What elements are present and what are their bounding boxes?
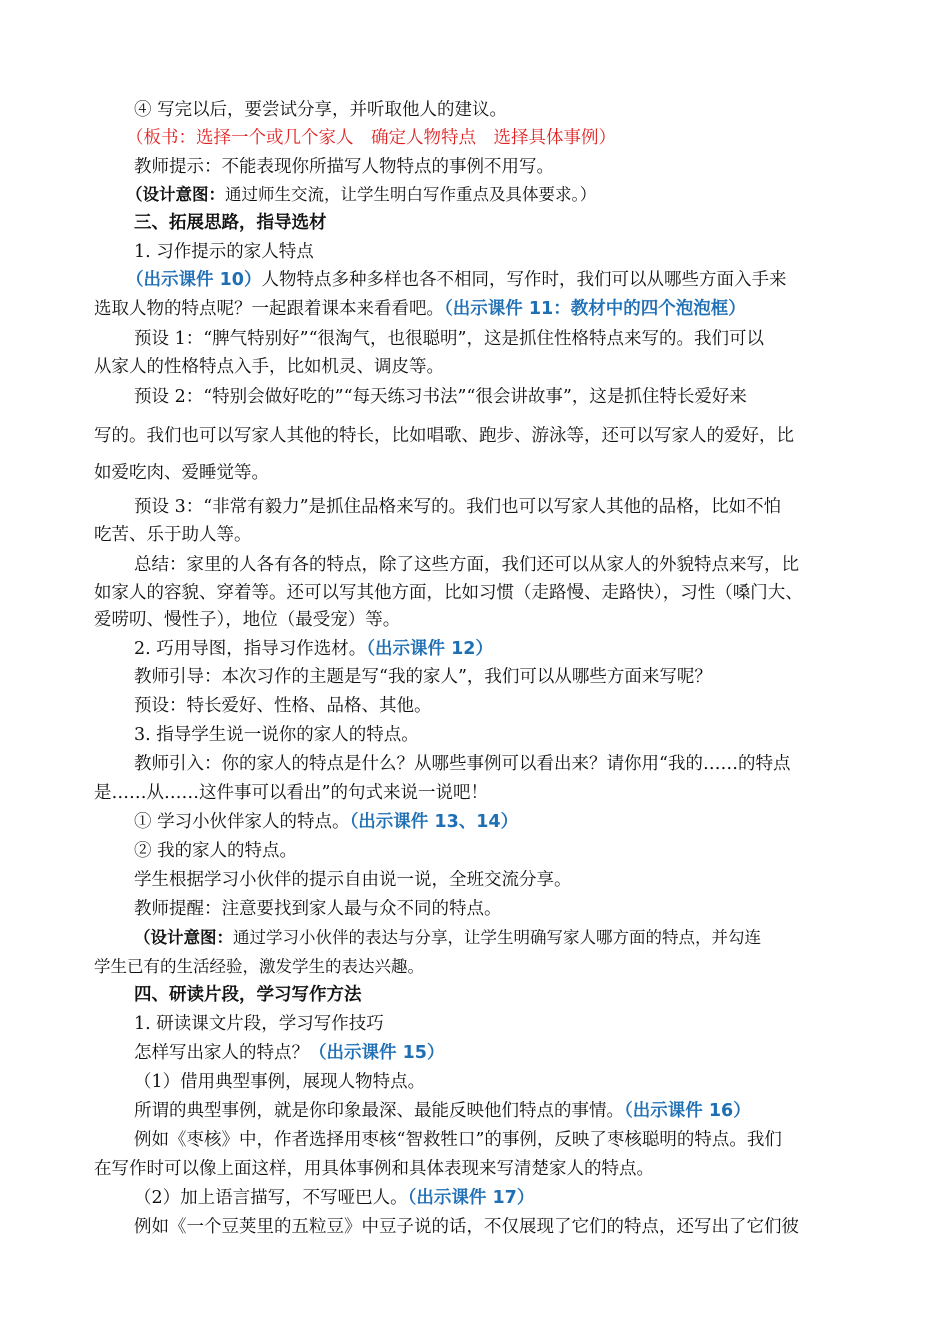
teacher-tip: 教师提示：不能表现你所描写人物特点的事例不用写。 [134,157,554,177]
preset-3-line: 预设 3：“非常有毅力”是抓住品格来写的。我们也可以写家人其他的品格，比如不怕 [134,497,782,517]
blackboard-note: （板书：选择一个或几个家人 确定人物特点 选择具体事例） [126,128,616,148]
preset-1-line: 从家人的性格特点入手，比如机灵、调皮等。 [94,357,444,377]
section-3-heading: 三、拓展思路，指导选材 [134,213,327,233]
step-2-line: ② 我的家人的特点。 [134,841,298,861]
design-intent-1 [126,183,596,207]
teacher-reminder: 教师提醒：注意要找到家人最与众不同的特点。 [134,899,502,919]
courseware-ref: （出示课件 12） [366,639,493,659]
subsection-2-title [134,637,493,661]
courseware-ref: （出示课件 13、14） [349,812,519,832]
preset-2-line: 预设 2：“特别会做好吃的”“每天练习书法”“很会讲故事”，这是抓住特长爱好来 [134,387,747,407]
step-1-line [134,810,518,834]
preset-2-line: 如爱吃肉、爱睡觉等。 [94,463,269,483]
teacher-intro-line: 教师引入：你的家人的特点是什么？从哪些事例可以看出来？请你用“我的……的特点 [134,754,791,774]
summary-line: 总结：家里的人各有各的特点，除了这些方面，我们还可以从家人的外貌特点来写，比 [134,555,799,575]
subsection-3-title: 3. 指导学生说一说你的家人的特点。 [134,725,419,745]
question-text: 怎样写出家人的特点？ [134,1043,309,1063]
paragraph-text: 人物特点多种多样也各不相同，写作时，我们可以从哪些方面入手来 [261,270,787,290]
method-text: （2）加上语言描写，不写哑巴人。 [134,1188,408,1208]
courseware-ref: （出示课件 16） [624,1101,751,1121]
courseware-ref: （出示课件 10） [126,270,262,290]
preset-3-line: 吃苦、乐于助人等。 [94,525,252,545]
preset-1-line: 预设 1：“脾气特别好”“很淘气，也很聪明”，这是抓住性格特点来写的。我们可以 [134,329,764,349]
teacher-intro-line: 是……从……这件事可以看出”的句式来说一说吧！ [94,783,488,803]
paragraph-line [94,297,746,321]
question-line [134,1041,444,1065]
subsection-1-title: 1. 研读课文片段，学习写作技巧 [134,1014,384,1034]
courseware-ref: （出示课件 11：教材中的四个泡泡框） [444,299,746,319]
design-intent-text: 通过师生交流，让学生明白写作重点及具体要求。） [225,185,597,204]
example-line: 例如《一个豆荚里的五粒豆》中豆子说的话，不仅展现了它们的特点，还写出了它们彼 [134,1217,799,1237]
subsection-1-title: 1. 习作提示的家人特点 [134,242,314,262]
paragraph-line [126,268,786,292]
design-intent-2 [134,926,761,950]
paragraph-text: 选取人物的特点呢？一起跟着课本来看看吧。 [94,299,444,319]
example-line: 例如《枣核》中，作者选择用枣核“智救牲口”的事例，反映了枣核聪明的特点。我们 [134,1130,782,1150]
courseware-ref: （出示课件 17） [407,1188,535,1208]
preset-2-line: 写的。我们也可以写家人其他的特长，比如唱歌、跑步、游泳等，还可以写家人的爱好，比 [94,426,794,446]
design-intent-text: 通过学习小伙伴的表达与分享，让学生明确写家人哪方面的特点，并勾连 [233,928,761,947]
summary-line: 爱唠叨、慢性子），地位（最受宠）等。 [94,610,401,630]
design-intent-label: （设计意图： [126,185,225,204]
subsection-text: 2. 巧用导图，指导习作选材。 [134,639,367,659]
section-4-heading: 四、研读片段，学习写作方法 [134,985,362,1005]
student-activity: 学生根据学习小伙伴的提示自由说一说，全班交流分享。 [134,870,572,890]
design-intent-2-cont: 学生已有的生活经验，激发学生的表达兴趣。 [94,957,424,976]
design-intent-label: （设计意图： [134,928,233,947]
method-1-text [134,1099,751,1123]
summary-line: 如家人的容貌、穿着等。还可以写其他方面，比如习惯（走路慢、走路快），习性（嗓门大、 [94,583,803,603]
method-text: 所谓的典型事例，就是你印象最深、最能反映他们特点的事情。 [134,1101,624,1121]
method-1-title: （1）借用典型事例，展现人物特点。 [134,1072,426,1092]
courseware-ref: （出示课件 15） [309,1043,445,1063]
step-text: ① 学习小伙伴家人的特点。 [134,812,350,832]
method-2-title [134,1186,534,1210]
example-line: 在写作时可以像上面这样，用具体事例和具体表现来写清楚家人的特点。 [94,1159,654,1179]
step-4-text: ④ 写完以后，要尝试分享，并听取他人的建议。 [134,100,508,120]
teacher-guide: 教师引导：本次习作的主题是写“我的家人”，我们可以从哪些方面来写呢？ [134,667,712,687]
preset-line: 预设：特长爱好、性格、品格、其他。 [134,696,432,716]
